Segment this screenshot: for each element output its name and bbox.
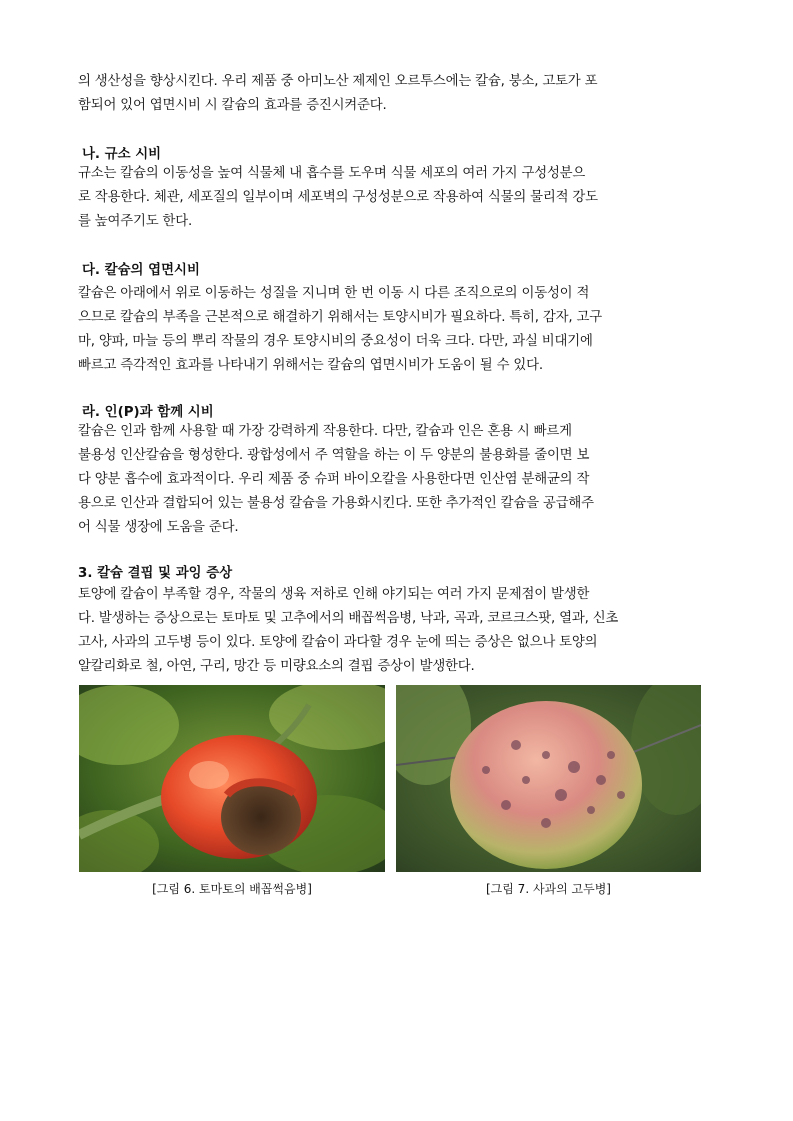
text-line: 함되어 있어 엽면시비 시 칼슘의 효과를 증진시켜준다. [78, 98, 387, 113]
text-line: 불용성 인산칼슘을 형성한다. 광합성에서 주 역할을 하는 이 두 양분의 불용화를 줄이면 보 [78, 448, 590, 463]
text-line: 고사, 사과의 고두병 등이 있다. 토양에 칼슘이 과다할 경우 눈에 띄는 증상은 없으나 토양의 [78, 635, 598, 650]
foliar-paragraph [78, 282, 718, 378]
text-line: 으므로 칼슘의 부족을 근본적으로 해결하기 위해서는 토양시비가 필요하다. 특히, 감자, 고구 [78, 310, 602, 325]
tomato-blossom-end-rot-photo [79, 685, 385, 872]
apple-bitter-pit-photo [396, 685, 701, 872]
text-line: 의 생산성을 향상시킨다. 우리 제품 중 아미노산 제제인 오르투스에는 칼슘, 붕소, 고토가 포 [78, 74, 598, 89]
figure-7-caption: [그림 7. 사과의 고두병] [486, 882, 611, 896]
text-line: 알칼리화로 철, 아연, 구리, 망간 등 미량요소의 결핍 증상이 발생한다. [78, 659, 475, 674]
chapter-heading: 3. 칼슘 결핍 및 과잉 증상 [78, 566, 233, 581]
text-line: 어 식물 생장에 도움을 준다. [78, 520, 239, 535]
text-line: 마, 양파, 마늘 등의 뿌리 작물의 경우 토양시비의 중요성이 더욱 크다. 다만, 과실 비대기에 [78, 334, 593, 349]
text-line: 를 높여주기도 한다. [78, 214, 193, 229]
text-line: 빠르고 즉각적인 효과를 나타내기 위해서는 칼슘의 엽면시비가 도움이 될 수 있다. [78, 358, 543, 373]
text-line: 다. 발생하는 증상으로는 토마토 및 고추에서의 배꼽썩음병, 낙과, 곡과, 코르크스팟, 열과, 신초 [78, 611, 619, 626]
phosphorus-paragraph [78, 420, 718, 540]
figure-6-caption: [그림 6. 토마토의 배꼽썩음병] [152, 882, 312, 896]
chapter-paragraph [78, 583, 718, 679]
text-line: 칼슘은 아래에서 위로 이동하는 성질을 지니며 한 번 이동 시 다른 조직으로의 이동성이 적 [78, 286, 590, 301]
text-line: 칼슘은 인과 함께 사용할 때 가장 강력하게 작용한다. 다만, 칼슘과 인은 혼용 시 빠르게 [78, 424, 572, 439]
text-line: 규소는 칼슘의 이동성을 높여 식물체 내 흡수를 도우며 식물 세포의 여러 가지 구성성분으 [78, 166, 586, 181]
section-heading-silicon: 나. 규소 시비 [82, 147, 162, 162]
section-heading-phosphorus: 라. 인(P)과 함께 시비 [82, 405, 214, 420]
text-line: 용으로 인산과 결합되어 있는 불용성 칼슘을 가용화시킨다. 또한 추가적인 칼슘을 공급해주 [78, 496, 594, 511]
section-heading-foliar: 다. 칼슘의 엽면시비 [82, 263, 200, 278]
silicon-paragraph [78, 162, 718, 234]
text-line: 다 양분 흡수에 효과적이다. 우리 제품 중 슈퍼 바이오칼을 사용한다면 인산염 분해균의 작 [78, 472, 590, 487]
text-line: 토양에 칼슘이 부족할 경우, 작물의 생육 저하로 인해 야기되는 여러 가지 문제점이 발생한 [78, 587, 590, 602]
text-line: 로 작용한다. 체관, 세포질의 일부이며 세포벽의 구성성분으로 작용하여 식물의 물리적 강도 [78, 190, 598, 205]
intro-paragraph [78, 70, 718, 118]
